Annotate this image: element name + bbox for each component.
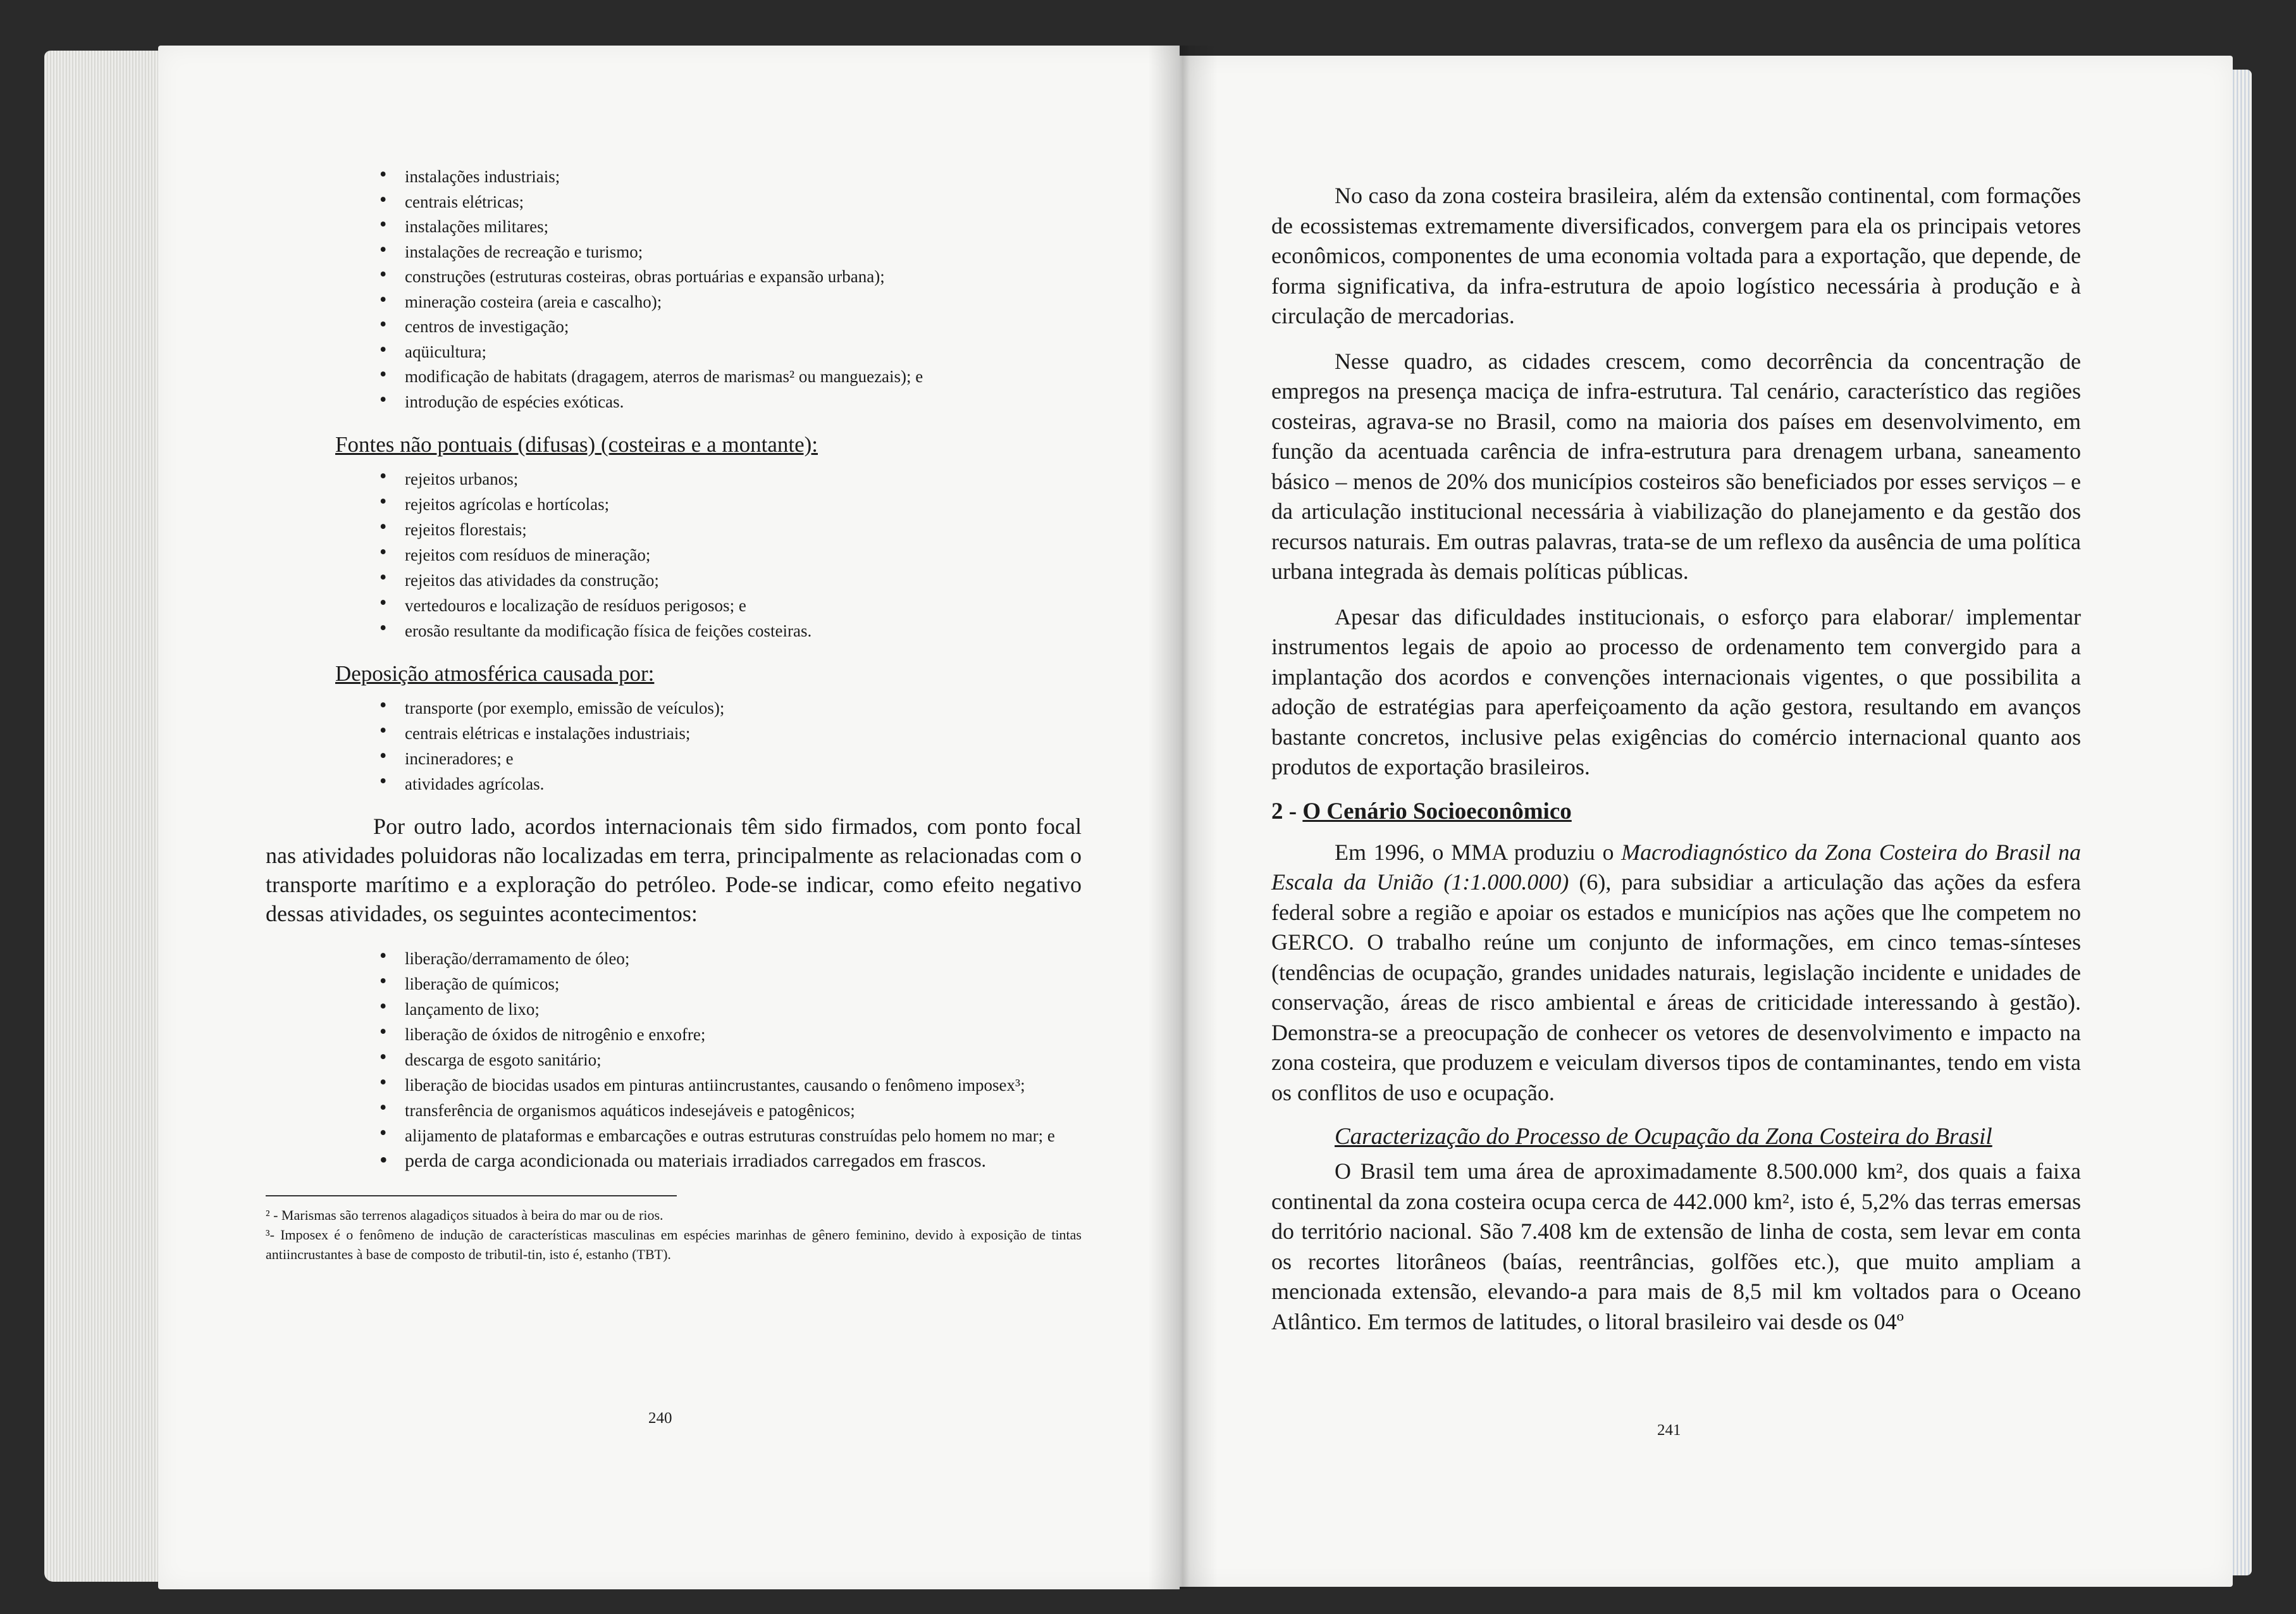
book-gutter xyxy=(1148,46,1218,1589)
left-page-edges xyxy=(44,51,164,1582)
right-page-content xyxy=(1271,181,2081,1352)
nonpoint-sources-heading: Fontes não pontuais (difusas) (costeiras e a montante): xyxy=(335,432,818,457)
brazil-area-paragraph: O Brasil tem uma área de aproximadamente 8.500.000 km², dos quais a faixa continental da zona costeira ocupa cerca de 442.000 km², isto é, 5,2% das terras emersas do território nacional. São 7.408 km de extensão de linha de costa, sem levar em conta os recortes litorâneos (baías, reentrâncias, golfões etc.), que muito ampliam a mencionada extensão, elevando-a para mais de 8,5 mil km voltados para o Oceano Atlântico. Em termos de latitudes, o litoral brasileiro vai desde os 04º xyxy=(1271,1158,2081,1334)
list-item: • aqüicultura; xyxy=(380,340,1082,365)
list-item: • perda de carga acondicionada ou materiais irradiados carregados em frascos. xyxy=(380,1148,1082,1174)
coastal-zone-paragraph: No caso da zona costeira brasileira, além da extensão continental, com formações de ecossistemas extremamente diversificados, convergem para ela os principais vetores econômicos, componentes de uma economia voltada para a exportação, que depende, de forma significativa, da infra-estrutura de apoio logístico necessária à produção e à circulação de mercadorias. xyxy=(1271,183,2081,328)
list-item: • instalações militares; xyxy=(380,214,1082,240)
list-item: • descarga de esgoto sanitário; xyxy=(380,1047,1082,1072)
section-number: 2 - xyxy=(1271,798,1303,824)
negative-effects-list xyxy=(380,946,1082,1174)
publication-title: Macrodiagnóstico da Zona Costeira do Brasil na Escala da União (1:1.000.000) xyxy=(1271,839,2081,895)
macrodiagnostic-paragraph xyxy=(1271,838,2081,1108)
list-item: • instalações industriais; xyxy=(380,165,1082,190)
list-item: • alijamento de plataformas e embarcações e outras estruturas construídas pelo homem no mar; e xyxy=(380,1123,1082,1148)
list-item: • centros de investigação; xyxy=(380,314,1082,340)
text-run: Em 1996, o MMA produziu o xyxy=(1335,839,1622,865)
list-item: • rejeitos das atividades da construção; xyxy=(380,568,1082,593)
list-item: • liberação de biocidas usados em pinturas antiincrustantes, causando o fenômeno imposex³; xyxy=(380,1072,1082,1098)
list-item: • liberação/derramamento de óleo; xyxy=(380,946,1082,971)
list-item: • liberação de químicos; xyxy=(380,971,1082,996)
list-item: • lançamento de lixo; xyxy=(380,996,1082,1022)
list-item: • instalações de recreação e turismo; xyxy=(380,240,1082,265)
list-item: • introdução de espécies exóticas. xyxy=(380,390,1082,415)
footnote-divider xyxy=(266,1195,677,1196)
institutional-efforts-paragraph: Apesar das dificuldades institucionais, o esforço para elaborar/ implementar instrumentos legais de apoio ao processo de ordenamento tem convergido para a implantação dos acordos e convenções internacionais vigentes, o que possibilita a adoção de estratégias para aperfeiçoamento da ação gestora, resultando em avanços bastante concretos, inclusive pelas exigências do comércio internacional quanto aos produtos de exportação brasileiros. xyxy=(1271,604,2081,779)
section-title: O Cenário Socioeconômico xyxy=(1302,798,1572,824)
list-item: • rejeitos urbanos; xyxy=(380,466,1082,492)
list-item: • rejeitos florestais; xyxy=(380,517,1082,542)
atmospheric-deposition-heading: Deposição atmosférica causada por: xyxy=(335,661,655,686)
footnote-2: ² - Marismas são terrenos alagadiços situados à beira do mar ou de rios. xyxy=(266,1207,663,1223)
list-item: • rejeitos agrícolas e hortícolas; xyxy=(380,492,1082,517)
list-item: • vertedouros e localização de resíduos perigosos; e xyxy=(380,593,1082,618)
left-page-content xyxy=(266,165,1082,1264)
subsection-heading: Caracterização do Processo de Ocupação da Zona Costeira do Brasil xyxy=(1335,1124,1992,1150)
list-item: • centrais elétricas; xyxy=(380,190,1082,215)
list-item: • transporte (por exemplo, emissão de veículos); xyxy=(380,695,1082,721)
left-page-number: 240 xyxy=(648,1410,672,1427)
list-item: • erosão resultante da modificação física de feições costeiras. xyxy=(380,618,1082,643)
section-heading xyxy=(1271,798,2081,825)
industrial-sources-list xyxy=(380,165,1082,414)
list-item: • centrais elétricas e instalações industriais; xyxy=(380,721,1082,746)
list-item: • construções (estruturas costeiras, obras portuárias e expansão urbana); xyxy=(380,264,1082,290)
urban-growth-paragraph: Nesse quadro, as cidades crescem, como decorrência da concentração de empregos na presença maciça de infra-estrutura. Tal cenário, característico das regiões costeiras, agrava-se no Brasil, como na maioria dos países em desenvolvimento, em função da acentuada carência de infra-estrutura para drenagem urbana, saneamento básico – menos de 20% dos municípios costeiros são beneficiados por esses serviços – e da articulação institucional necessária à viabilização do planejamento e da gestão dos recursos naturais. Em outras palavras, trata-se de um reflexo da ausência de uma política urbana integrada às demais políticas públicas. xyxy=(1271,348,2081,584)
text-run: (6), para subsidiar a articulação das ações da esfera federal sobre a região e apoiar os estados e municípios nas ações que lhe competem no GERCO. O trabalho reúne um conjunto de informações, em cinco temas-sínteses (tendências de ocupação, grandes unidades naturais, legislação incidente e unidades de conservação, áreas de risco ambiental e áreas de criticidade interessando à gestão). Demonstra-se a preocupação de conhecer os vetores de desenvolvimento e impacto na zona costeira, que produzem e veiculam diversos tipos de contaminantes, tendo em vista os conflitos de uso e ocupação. xyxy=(1271,869,2081,1105)
atmospheric-deposition-list xyxy=(380,695,1082,797)
international-agreements-paragraph: Por outro lado, acordos internacionais têm sido firmados, com ponto focal nas atividades poluidoras não localizadas em terra, principalmente as relacionadas com o transporte marítimo e a exploração do petróleo. Pode-se indicar, como efeito negativo dessas atividades, os seguintes acontecimentos: xyxy=(266,814,1082,926)
footnotes xyxy=(266,1205,1082,1264)
list-item: • rejeitos com resíduos de mineração; xyxy=(380,542,1082,568)
list-item: • mineração costeira (areia e cascalho); xyxy=(380,290,1082,315)
list-item: • atividades agrícolas. xyxy=(380,771,1082,797)
list-item: • liberação de óxidos de nitrogênio e enxofre; xyxy=(380,1022,1082,1047)
right-page-number: 241 xyxy=(1657,1422,1681,1439)
footnote-3: ³- Imposex é o fenômeno de indução de características masculinas em espécies marinhas de gênero feminino, devido à exposição de tintas antiincrustantes à base de composto de tributil-tin, isto é, estanho (TBT). xyxy=(266,1227,1082,1262)
list-item: • modificação de habitats (dragagem, aterros de marismas² ou manguezais); e xyxy=(380,364,1082,390)
nonpoint-sources-list xyxy=(380,466,1082,643)
list-item: • incineradores; e xyxy=(380,746,1082,771)
list-item: • transferência de organismos aquáticos indesejáveis e patogênicos; xyxy=(380,1098,1082,1123)
